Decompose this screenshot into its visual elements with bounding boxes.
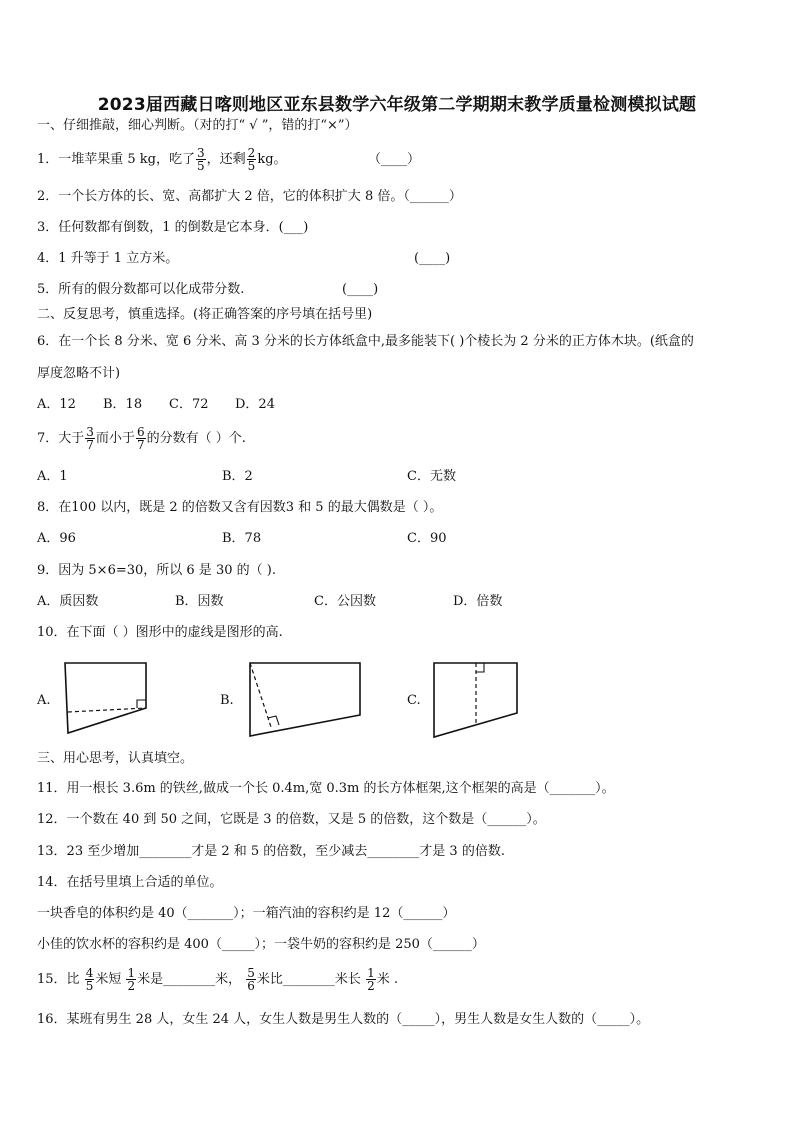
q1-text-b: ，还剩 (206, 152, 246, 167)
q1-fraction-eaten: $\frac{3}{5}$ (197, 146, 205, 173)
q10-option-c[interactable]: C. (407, 693, 421, 708)
q14-line-2: 小佳的饮水杯的容积约是 400（_____）；一袋牛奶的容积约是 250（______） (37, 937, 485, 952)
question-15 (37, 965, 398, 995)
q5-answer-blank[interactable]: (____) (342, 282, 379, 297)
q8-option-c[interactable]: C．90 (407, 531, 447, 546)
q4-answer-blank[interactable]: (____) (414, 251, 451, 266)
q1-text-c: kg。 (257, 152, 287, 167)
q1-fraction-left: $\frac{2}{5}$ (247, 146, 256, 173)
q6-option-a[interactable]: A．12 (37, 397, 76, 412)
q9-option-d[interactable]: D．倍数 (453, 594, 503, 609)
q7-text-c: 的分数有（ ）个. (146, 431, 246, 446)
exam-title: 2023届西藏日喀则地区亚东县数学六年级第二学期期末教学质量检测模拟试题 (97, 95, 697, 115)
question-16: 16．某班有男生 28 人，女生 24 人，女生人数是男生人数的（_____），男生人数是女生人数的（_____）。 (37, 1012, 650, 1027)
question-12: 12．一个数在 40 到 50 之间，它既是 3 的倍数，又是 5 的倍数，这个数是（______）。 (37, 812, 546, 827)
question-2: 2．一个长方体的长、宽、高都扩大 2 倍，它的体积扩大 8 倍。（______） (37, 189, 462, 204)
q10-figure-b (246, 660, 366, 740)
q10-option-b[interactable]: B. (220, 693, 234, 708)
q15-text-a: 15．比 (37, 972, 80, 987)
question-8: 8．在100 以内，既是 2 的倍数又含有因数3 和 5 的最大偶数是（ ）。 (37, 500, 443, 515)
q8-option-a[interactable]: A．96 (37, 531, 76, 546)
q15-fraction-3: $\frac{5}{6}$ (247, 966, 255, 993)
q10-option-a[interactable]: A. (37, 693, 51, 708)
q10-figure-c (431, 660, 523, 740)
q15-text-e: 米 . (376, 972, 398, 987)
q7-option-c[interactable]: C．无数 (407, 469, 456, 484)
question-6-line2: 厚度忽略不计) (37, 366, 121, 381)
q9-option-b[interactable]: B．因数 (175, 594, 224, 609)
question-5: 5．所有的假分数都可以化成带分数. (37, 282, 245, 297)
q9-option-c[interactable]: C．公因数 (314, 594, 376, 609)
question-1 (37, 146, 287, 174)
section1-heading: 一、仔细推敲，细心判断。（对的打“ √ ”，错的打“×”） (37, 118, 358, 133)
q6-option-b[interactable]: B．18 (103, 397, 143, 412)
q15-fraction-2: $\frac{1}{2}$ (127, 966, 136, 993)
question-11: 11．用一根长 3.6m 的铁丝,做成一个长 0.4m,宽 0.3m 的长方体框架,这个框架的高是（_______）。 (37, 781, 615, 796)
q6-option-d[interactable]: D．24 (235, 397, 275, 412)
q14-line-1: 一块香皂的体积约是 40（_______）；一箱汽油的容积约是 12（______） (37, 906, 456, 921)
q15-text-b: 米短 (95, 972, 122, 987)
question-13: 13．23 至少增加________才是 2 和 5 的倍数，至少减去________才是 3 的倍数. (37, 844, 505, 859)
section3-heading: 三、用心思考，认真填空。 (37, 751, 194, 766)
question-4: 4．1 升等于 1 立方米。 (37, 251, 179, 266)
q7-option-b[interactable]: B．2 (222, 469, 253, 484)
question-6-line1: 6．在一个长 8 分米、宽 6 分米、高 3 分米的长方体纸盒中,最多能装下( )个棱长为 2 分米的正方体木块。(纸盒的 (37, 334, 694, 349)
q15-fraction-4: $\frac{1}{2}$ (367, 966, 375, 993)
section2-heading: 二、反复思考，慎重选择。(将正确答案的序号填在括号里) (37, 307, 373, 322)
question-3: 3．任何数都有倒数，1 的倒数是它本身．(___) (37, 220, 309, 235)
q1-text-a: 1．一堆苹果重 5 kg，吃了 (37, 152, 196, 167)
question-10: 10．在下面（ ）图形中的虚线是图形的高. (37, 625, 283, 640)
question-9: 9．因为 5×6=30，所以 6 是 30 的（ ). (37, 563, 276, 578)
q1-answer-blank[interactable]: （____） (368, 152, 421, 167)
q6-option-c[interactable]: C．72 (169, 397, 209, 412)
q7-option-a[interactable]: A．1 (37, 469, 68, 484)
q7-fraction-lower: $\frac{3}{7}$ (86, 425, 94, 452)
q7-text-a: 7．大于 (37, 431, 85, 446)
q15-text-c: 米是________米， (137, 972, 242, 987)
q9-option-a[interactable]: A．质因数 (37, 594, 99, 609)
q15-text-d: 米比________米长 (256, 972, 361, 987)
q7-text-b: 而小于 (95, 431, 135, 446)
q7-fraction-upper: $\frac{6}{7}$ (136, 425, 145, 452)
question-14: 14．在括号里填上合适的单位。 (37, 875, 223, 890)
q15-fraction-1: $\frac{4}{5}$ (85, 966, 94, 993)
question-7 (37, 423, 246, 455)
q10-figure-a (62, 660, 152, 738)
q8-option-b[interactable]: B．78 (222, 531, 262, 546)
